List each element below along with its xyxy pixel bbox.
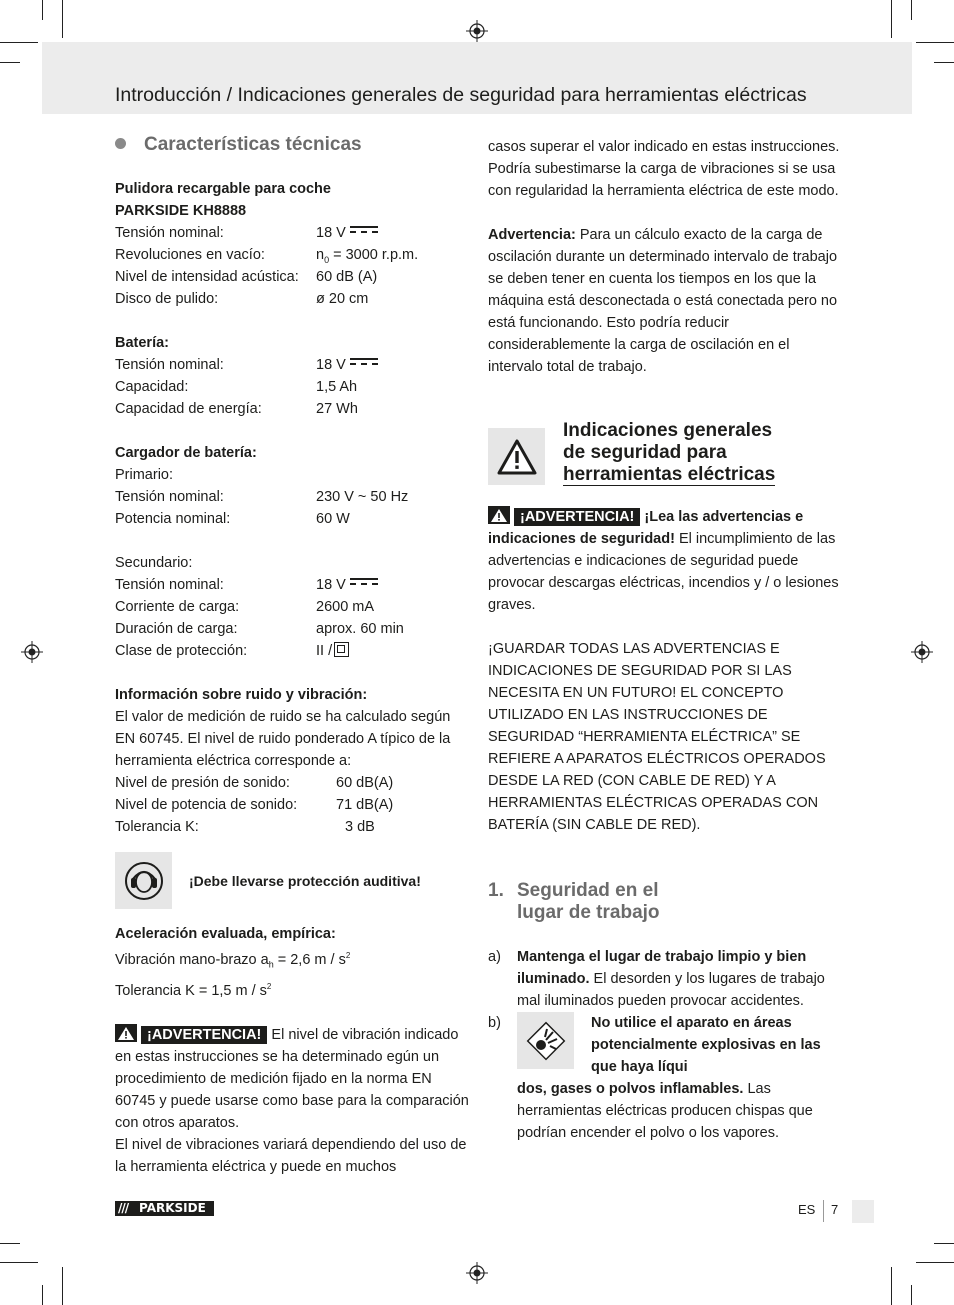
noise-title: Información sobre ruido y vibración:: [115, 687, 368, 703]
charger-title: Cargador de batería:: [115, 445, 257, 461]
spec-row: Capacidad: 1,5 Ah: [115, 379, 358, 395]
charger-primary: Primario:: [115, 467, 174, 483]
spec-row: Potencia nominal: 60 W: [115, 511, 350, 527]
dc-symbol-icon: [350, 358, 378, 367]
registration-mark-icon: [911, 641, 933, 663]
warning-triangle-icon: [488, 506, 510, 524]
spec-row: Nivel de potencia de sonido: 71 dB(A): [115, 797, 394, 813]
dc-symbol-icon: [350, 226, 378, 235]
warning-sign-icon: [488, 428, 545, 485]
advert-paragraph: Advertencia: Para un cálculo exacto de la carga de oscilación durante un determinado intervalo de trabajo se deben tener en cuenta los tiempos en los que la máquina está desconectada o está conectada pero no está funcionando. Esto podría reducir considerablemente la carga de oscilación en el intervalo total de trabajo.: [488, 227, 838, 375]
warning-badge: ¡ADVERTENCIA!: [514, 508, 640, 526]
spec-row: Revoluciones en vacío: $n_0 = 3000$ r.p.m.: [115, 247, 419, 265]
ear-protection-icon: [115, 852, 172, 909]
caps-paragraph: ¡GUARDAR TODAS LAS ADVERTENCIAS E INDICACIONES DE SEGURIDAD POR SI LAS NECESITA EN UN FUTURO! EL CONCEPTO UTILIZADO EN LAS INSTRUCCIONES DE SEGURIDAD “HERRAMIENTA ELÉCTRICA” SE REFIERE A APARATOS ELÉCTRICOS OPERADOS DESDE LA RED (CON CABLE DE RED) Y A HERRAMIENTAS ELÉCTRICAS OPERADAS CON BATERÍA (SIN CABLE DE RED).: [488, 641, 826, 833]
ear-protection-note: ¡Debe llevarse protección auditiva!: [115, 852, 470, 909]
spec-row: Tolerancia K: 3 dB: [115, 819, 375, 835]
registration-mark-icon: [466, 1262, 488, 1284]
spec-row: Capacidad de energía: 27 Wh: [115, 401, 358, 417]
page-number: 7: [831, 1202, 839, 1217]
section-heading: Características técnicas: [115, 134, 470, 156]
vibration-line: Vibración mano-brazo $a_h = 2,6$ m / $s^2$: [115, 951, 351, 970]
dc-symbol-icon: [350, 578, 378, 587]
spec-row: Disco de pulido: ø 20 cm: [115, 291, 369, 307]
spec-row: Corriente de carga: 2600 mA: [115, 599, 375, 615]
left-column: [115, 130, 470, 1178]
warning-triangle-icon: [115, 1024, 137, 1042]
bullet-icon: [115, 138, 126, 149]
safety-section-heading: Indicaciones generales de seguridad para herramientas eléctricas: [488, 420, 840, 486]
spec-row: Tensión nominal: 18 V: [115, 354, 470, 376]
warning-badge: ¡ADVERTENCIA!: [141, 1026, 267, 1044]
spec-row: Tensión nominal: 18 V: [115, 222, 470, 244]
language-code: ES: [798, 1202, 816, 1217]
spec-row: Tensión nominal: 230 V ~ 50 Hz: [115, 489, 409, 505]
product-name: Pulidora recargable para coche: [115, 181, 331, 197]
protection-class-icon: [334, 642, 349, 657]
product-model: PARKSIDE KH8888: [115, 203, 247, 219]
battery-title: Batería:: [115, 335, 169, 351]
spec-row: Nivel de presión de sonido: 60 dB(A): [115, 775, 394, 791]
parkside-logo: /// PARKSIDE: [115, 1201, 214, 1216]
list-item: a) Mantenga el lugar de trabajo limpio y bien iluminado. El desorden y los lugares de trabajo mal iluminados pueden provocar accidentes.: [488, 949, 825, 1009]
charger-secondary: Secundario:: [115, 555, 193, 571]
section-1-heading: 1. Seguridad en el lugar de trabajo: [488, 880, 660, 923]
vibration-warning: ¡ADVERTENCIA! El nivel de vibración indicado en estas instrucciones se ha determinado egún un procedimiento de medición fijado en la norma EN 60745 y puede usarse como base para la comparación con otros aparatos.: [115, 1024, 470, 1134]
noise-text: El valor de medición de ruido se ha calculado según EN 60745. El nivel de ruido ponderado A típico de la herramienta eléctrica corresponde a:: [115, 709, 451, 769]
vibration-title: Aceleración evaluada, empírica:: [115, 926, 336, 942]
registration-mark-icon: [466, 20, 488, 42]
safety-warning: ¡ADVERTENCIA! ¡Lea las advertencias e indicaciones de seguridad! El incumplimiento de las advertencias e indicaciones de seguridad puede provocar descargas eléctricas, incendios y / o lesiones graves.: [488, 506, 840, 616]
continued-text: casos superar el valor indicado en estas instrucciones. Podría subestimarse la carga de vibraciones si se usa con regularidad la herramienta eléctrica de este modo.: [488, 139, 840, 199]
list-item: b) No utilice el aparato en áreas potencialmente explosivas en las que haya líqui dos, gases o polvos inflamables. Las herramientas eléctricas producen chispas que podrían encender el polvo o los vapores.: [488, 1012, 840, 1144]
vibration-warning-text: El nivel de vibraciones variará dependiendo del uso de la herramienta eléctrica y puede en muchos: [115, 1136, 467, 1175]
spec-row: Clase de protección: II /: [115, 640, 470, 662]
footer-divider: [823, 1200, 824, 1222]
page-title: Introducción / Indicaciones generales de seguridad para herramientas eléctricas: [115, 84, 807, 106]
spec-row: Tensión nominal: 18 V: [115, 574, 470, 596]
right-column: [488, 136, 840, 1144]
registration-mark-icon: [21, 641, 43, 663]
explosion-hazard-icon: [517, 1012, 574, 1069]
page-tab: [852, 1200, 874, 1223]
spec-row: Nivel de intensidad acústica: 60 dB (A): [115, 269, 378, 285]
vibration-line: Tolerancia K = 1,5 m / $s^2$: [115, 981, 272, 999]
spec-row: Duración de carga: aprox. 60 min: [115, 621, 404, 637]
